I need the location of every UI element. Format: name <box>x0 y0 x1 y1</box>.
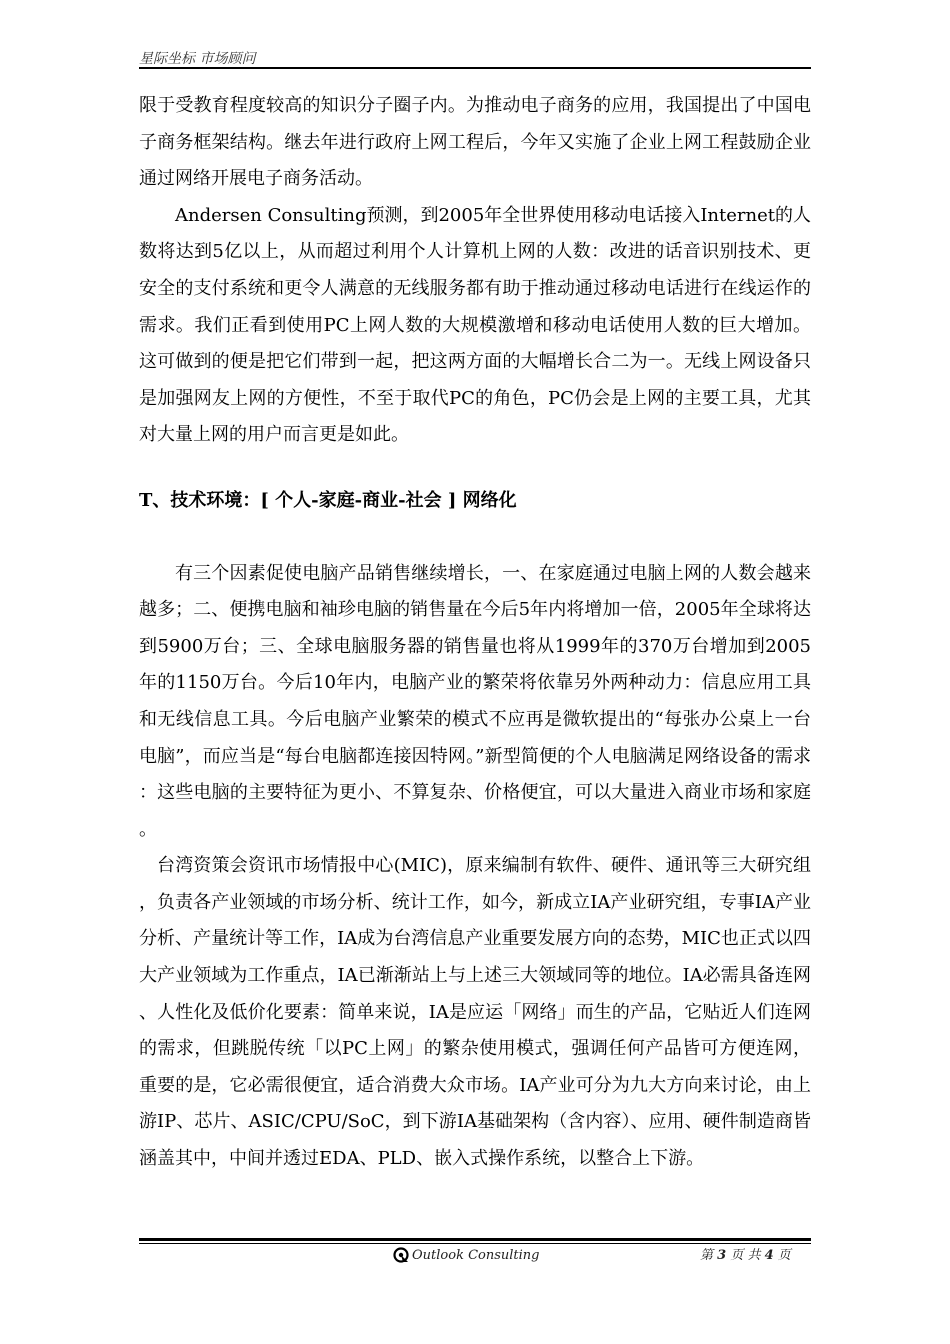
document-body <box>139 88 811 1178</box>
paragraph-4: 台湾资策会资讯市场情报中心(MIC)，原来编制有软件、硬件、通讯等三大研究组，负责各产业领域的市场分析、统计工作，如今，新成立IA产业研究组，专事IA产业分析、产量统计等工作，IA成为台湾信息产业重要发展方向的态势，MIC也正式以四大产业领域为工作重点，IA已渐渐站上与上述三大领域同等的地位。IA必需具备连网、人性化及低价化要素：简单来说，IA是应运「网络」而生的产品，它贴近人们连网的需求，但跳脱传统「以PC上网」的繁杂使用模式，强调任何产品皆可方便连网，重要的是，它必需很便宜，适合消费大众市场。IA产业可分为九大方向来讨论，由上游IP、芯片、ASIC/CPU/SoC，到下游IA基础架构（含内容）、应用、硬件制造商皆涵盖其中，中间并透过EDA、PLD、嵌入式操作系统，以整合上下游。 <box>139 855 811 1170</box>
header-title: 星际坐标 市场顾问 <box>139 51 256 67</box>
footer-rule-thin <box>139 1243 811 1244</box>
page-header <box>139 48 811 68</box>
footer-rule-thick <box>139 1238 811 1241</box>
page-prefix: 第 <box>700 1248 718 1263</box>
section-heading: T、技术环境：[ 个人-家庭-商业-社会 ] 网络化 <box>139 489 517 511</box>
page-indicator <box>700 1247 791 1265</box>
header-rule <box>139 67 811 69</box>
total-page-number: 4 <box>764 1248 774 1263</box>
outlook-logo-icon <box>393 1247 409 1263</box>
page-middle: 页 共 <box>726 1248 765 1263</box>
paragraph-3: 有三个因素促使电脑产品销售继续增长，一、在家庭通过电脑上网的人数会越来越多；二、便携电脑和袖珍电脑的销售量在今后5年内将增加一倍，2005年全球将达到5900万台；三、全球电脑服务器的销售量也将从1999年的370万台增加到2005年的1150万台。今后10年内，电脑产业的繁荣将依靠另外两种动力：信息应用工具和无线信息工具。今后电脑产业繁荣的模式不应再是微软提出的“每张办公桌上一台电脑”，而应当是“每台电脑都连接因特网。”新型简便的个人电脑满足网络设备的需求：这些电脑的主要特征为更小、不算复杂、价格便宜，可以大量进入商业市场和家庭。 <box>139 562 811 840</box>
paragraph-2: Andersen Consulting预测，到2005年全世界使用移动电话接入Internet的人数将达到5亿以上，从而超过利用个人计算机上网的人数：改进的话音识别技术、更安全的支付系统和更令人满意的无线服务都有助于推动通过移动电话进行在线运作的需求。我们正看到使用PC上网人数的大规模激增和移动电话使用人数的巨大增加。这可做到的便是把它们带到一起，把这两方面的大幅增长合二为一。无线上网设备只是加强网友上网的方便性，不至于取代PC的角色，PC仍会是上网的主要工具，尤其对大量上网的用户而言更是如此。 <box>139 204 811 446</box>
paragraph-1: 限于受教育程度较高的知识分子圈子内。为推动电子商务的应用，我国提出了中国电子商务框架结构。继去年进行政府上网工程后，今年又实施了企业上网工程鼓励企业通过网络开展电子商务活动。 <box>139 95 811 190</box>
heading-spacer <box>139 520 811 556</box>
page-suffix: 页 <box>773 1248 791 1263</box>
current-page-number: 3 <box>717 1248 727 1263</box>
footer-company: Outlook Consulting <box>412 1248 540 1263</box>
